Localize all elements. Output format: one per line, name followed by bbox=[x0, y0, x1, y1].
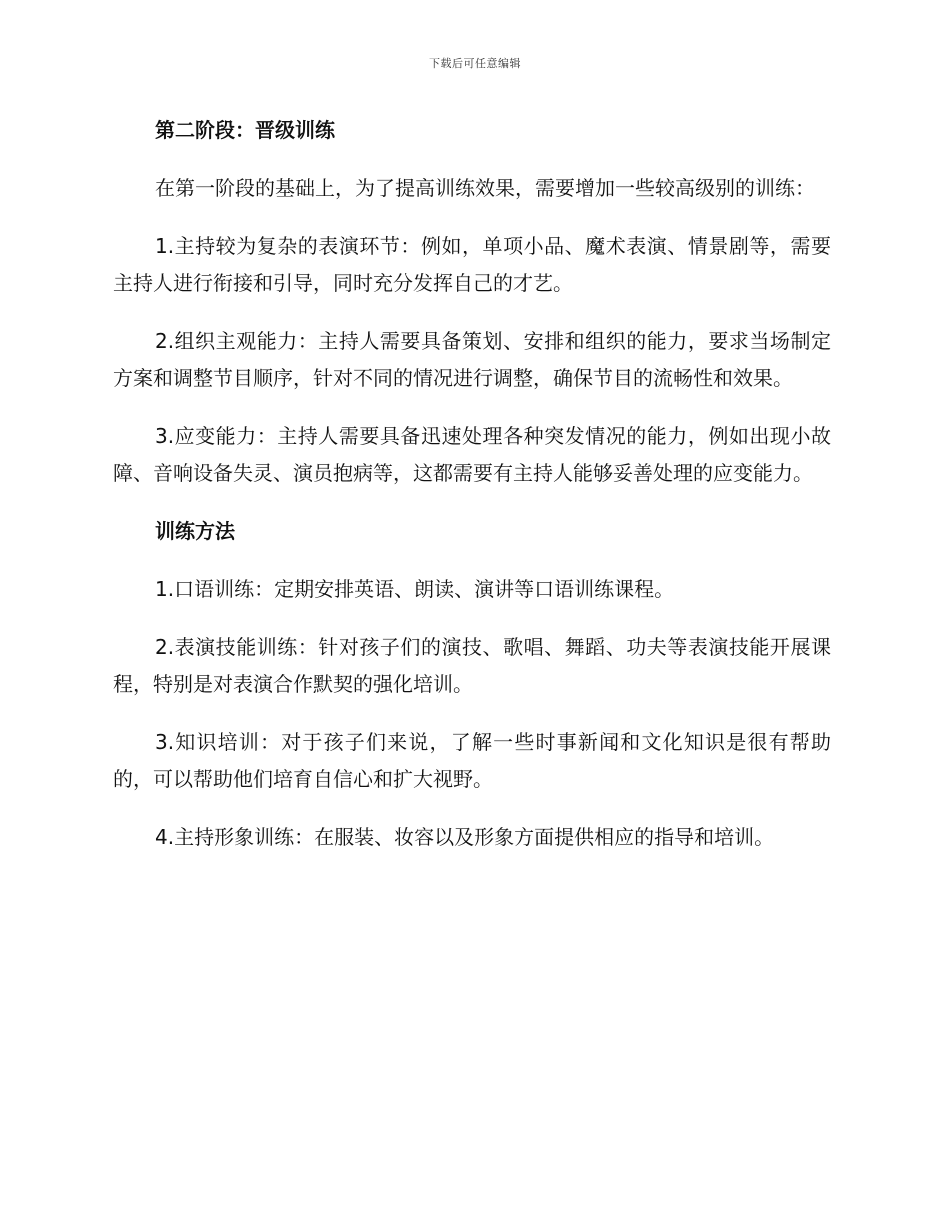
section-heading-training-methods: 训练方法 bbox=[155, 519, 235, 543]
method-item-1: 1.口语训练：定期安排英语、朗读、演讲等口语训练课程。 bbox=[155, 577, 675, 601]
paragraph-intro: 在第一阶段的基础上，为了提高训练效果，需要增加一些较高级别的训练： bbox=[155, 176, 815, 200]
section-heading-advanced-training: 第二阶段：晋级训练 bbox=[155, 118, 335, 142]
document-body bbox=[113, 112, 831, 877]
paragraph-item-2: 2.组织主观能力：主持人需要具备策划、安排和组织的能力，要求当场制定方案和调整节目顺序，针对不同的情况进行调整，确保节目的流畅性和效果。 bbox=[113, 329, 831, 390]
method-item-3: 3.知识培训：对于孩子们来说，了解一些时事新闻和文化知识是很有帮助的，可以帮助他们培育自信心和扩大视野。 bbox=[113, 730, 831, 791]
method-item-4: 4.主持形象训练：在服装、妆容以及形象方面提供相应的指导和培训。 bbox=[155, 825, 775, 849]
paragraph-item-1: 1.主持较为复杂的表演环节：例如，单项小品、魔术表演、情景剧等，需要主持人进行衔接和引导，同时充分发挥自己的才艺。 bbox=[113, 234, 831, 295]
paragraph-item-3: 3.应变能力：主持人需要具备迅速处理各种突发情况的能力，例如出现小故障、音响设备失灵、演员抱病等，这都需要有主持人能够妥善处理的应变能力。 bbox=[113, 424, 831, 485]
method-item-2: 2.表演技能训练：针对孩子们的演技、歌唱、舞蹈、功夫等表演技能开展课程，特别是对表演合作默契的强化培训。 bbox=[113, 635, 831, 696]
header-note: 下载后可任意编辑 bbox=[429, 57, 521, 70]
